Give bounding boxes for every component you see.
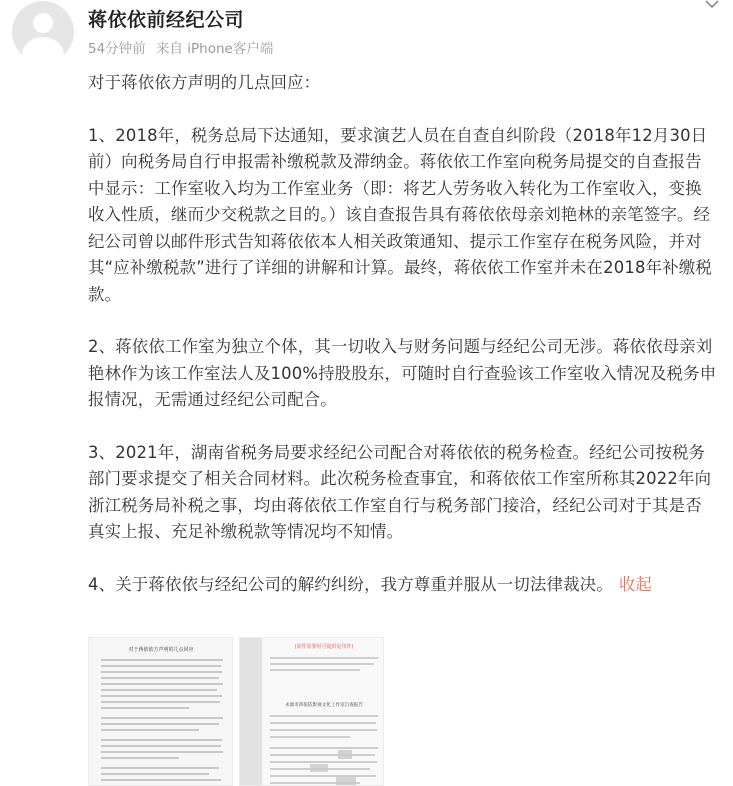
post-paragraph-1: 1、2018年，税务总局下达通知，要求演艺人员在自查自纠阶段（2018年12月30日前）向税务局自行申报需补缴税款及滞纳金。蒋依依工作室向税务局提交的自查报告中显示：工作室收入均为工作室业务（即：将艺人劳务收入转化为工作室收入，变换收入性质，继而少交税款之目的。）该自查报告具有蒋依依母亲刘艳林的亲笔签字。经纪公司曾以邮件形式告知蒋依依本人相关政策通知、提示工作室存在税务风险，并对其“应补缴税款”进行了详细的讲解和计算。最终，蒋依依工作室并未在2018年补缴税款。 bbox=[88, 125, 712, 304]
thumbnail-2-title: 永康市蒋依依影视文化工作室自查报告 bbox=[284, 703, 364, 708]
post-intro: 对于蒋依依方声明的几点回应： bbox=[88, 73, 321, 92]
post-time[interactable]: 54分钟前 bbox=[88, 41, 146, 57]
image-thumbnail-statement[interactable] bbox=[88, 637, 233, 786]
post-meta bbox=[88, 37, 279, 57]
avatar-head-shape bbox=[33, 13, 53, 33]
thumbnail-2-stamp: (原件需要时可提供复印件) bbox=[294, 644, 354, 650]
avatar-shoulders-shape bbox=[22, 37, 64, 63]
post-content bbox=[88, 70, 718, 598]
post-source: 来自 iPhone客户端 bbox=[155, 41, 274, 57]
author-name[interactable]: 蒋依依前经纪公司 bbox=[88, 9, 245, 31]
post-paragraph-4: 4、关于蒋依依与经纪公司的解约纠纷，我方尊重并服从一切法律裁决。 bbox=[88, 574, 613, 594]
post-paragraph-4-line bbox=[88, 572, 718, 599]
chevron-down-icon[interactable] bbox=[702, 0, 722, 14]
avatar[interactable] bbox=[12, 1, 74, 63]
post-paragraph-2: 2、蒋依依工作室为独立个体，其一切收入与财务问题与经纪公司无涉。蒋依依母亲刘艳林作为该工作室法人及100%持股股东，可随时自行查验该工作室收入情况及税务申报情况，无需通过经纪公司配合。 bbox=[88, 337, 717, 409]
image-thumbnail-self-report[interactable] bbox=[239, 637, 384, 786]
post-paragraph-3: 3、2021年，湖南省税务局要求经纪公司配合对蒋依依的税务检查。经纪公司按税务部门要求提交了相关合同材料。此次税务检查事宜，和蒋依依工作室所称其2022年向浙江税务局补税之事，均由蒋依依工作室自行与税务部门接洽，经纪公司对于其是否真实上报、充足补缴税款等情况均不知情。 bbox=[88, 442, 712, 541]
collapse-button[interactable]: 收起 bbox=[618, 574, 653, 594]
thumbnail-1-title: 对于蒋依依方声明的几点回应 bbox=[128, 647, 194, 653]
